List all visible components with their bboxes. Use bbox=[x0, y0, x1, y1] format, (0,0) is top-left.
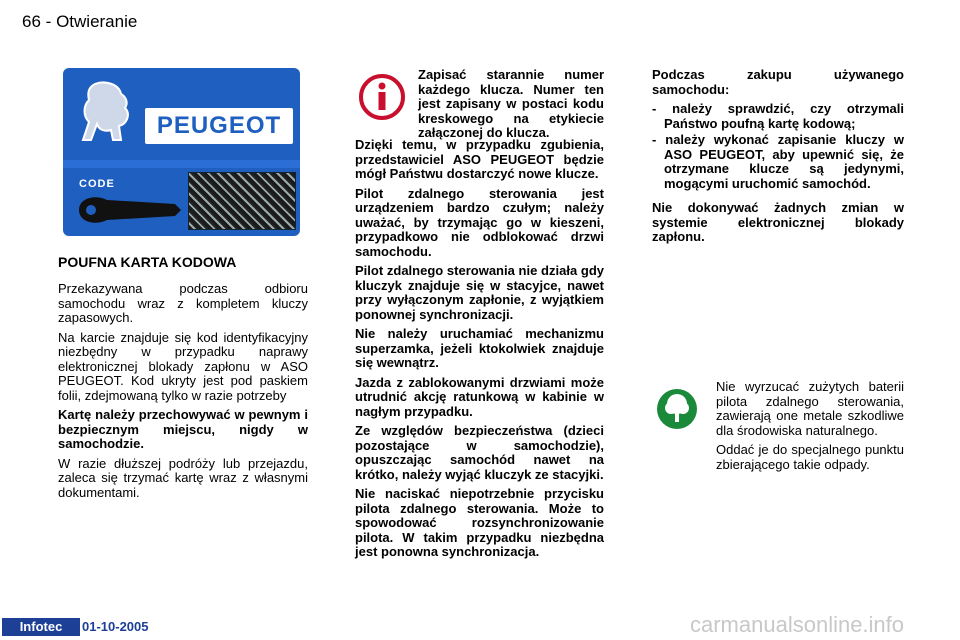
environment-note bbox=[716, 380, 904, 477]
info-icon bbox=[357, 72, 407, 122]
list-item: - należy wykonać zapisanie kluczy w ASO PEUGEOT, aby upewnić się, że otrzymane klucze są jedynymi, mogącymi uruchomić samochód. bbox=[652, 132, 904, 191]
page-header bbox=[22, 12, 137, 32]
page-number: 66 bbox=[22, 12, 41, 31]
footer-date: 01-10-2005 bbox=[82, 619, 149, 634]
section-title: Otwieranie bbox=[56, 12, 138, 31]
infotec-logo: Infotec bbox=[2, 618, 80, 636]
column-2 bbox=[355, 138, 604, 565]
paragraph: Dzięki temu, w przypadku zgubienia, przedstawiciel ASO PEUGEOT będzie mógł Państwu dostarczyć nowe klucze. bbox=[355, 137, 604, 181]
paragraph: Ze względów bezpieczeństwa (dzieci pozostające w samochodzie), opuszczając samochód nawet na krótko, należy wyjąć kluczyk ze stacyjki. bbox=[355, 423, 604, 482]
paragraph: Nie wyrzucać zużytych baterii pilota zdalnego sterowania, zawierają one metale szkodliwe dla środowiska naturalnego. bbox=[716, 379, 904, 438]
paragraph: W razie dłuższej podróży lub przejazdu, zaleca się trzymać kartę wraz z własnymi dokumentami. bbox=[58, 455, 308, 500]
card-code-label: CODE bbox=[79, 178, 115, 190]
environment-tree-icon bbox=[652, 384, 702, 434]
key-icon bbox=[75, 190, 185, 230]
list-item: - należy sprawdzić, czy otrzymali Państwo poufną kartę kodową; bbox=[652, 101, 904, 131]
paragraph: Podczas zakupu używanego samochodu: bbox=[652, 67, 904, 97]
paragraph: Przekazywana podczas odbioru samochodu wraz z kompletem kluczy zapasowych. bbox=[58, 281, 308, 325]
code-card-image bbox=[63, 68, 300, 236]
paragraph-bold: Kartę należy przechowywać w pewnym i bezpiecznym miejscu, nigdy w samochodzie. bbox=[58, 407, 308, 451]
column-3 bbox=[652, 68, 904, 250]
paragraph: Nie naciskać niepotrzebnie przycisku pilota zdalnego sterowania. Może to spowodować rozsynchronizowanie pilota. W takim przypadku niezbędna jest ponowna synchronizacja. bbox=[355, 486, 604, 559]
info-text: Zapisać starannie numer każdego klucza. Numer ten jest zapisany w postaci kodu kreskowego na etykiecie załączonej do klucza. bbox=[418, 67, 604, 140]
watermark: carmanualsonline.info bbox=[690, 612, 905, 637]
paragraph: Pilot zdalnego sterowania nie działa gdy kluczyk znajduje się w stacyjce, nawet przy wyłączonym zapłonie, z wyjątkiem ponownej synchronizacji. bbox=[355, 263, 604, 322]
paragraph: Nie dokonywać żadnych zmian w systemie elektronicznej blokady zapłonu. bbox=[652, 200, 904, 244]
section-heading: POUFNA KARTA KODOWA bbox=[58, 254, 237, 270]
checklist bbox=[652, 102, 904, 191]
card-brand: PEUGEOT bbox=[145, 108, 293, 144]
paragraph: Pilot zdalnego sterowania jest urządzeniem bardzo czułym; należy uważać, by trzymając go w kieszeni, przypadkowo nie odblokować drzwi samochodu. bbox=[355, 185, 604, 259]
paragraph: Na karcie znajduje się kod identyfikacyjny niezbędny w przypadku naprawy elektronicznej blokady zapłonu w ASO PEUGEOT. Kod ukryty jest pod paskiem folii, zdejmowaną tylko w razie potrzeby bbox=[58, 329, 308, 403]
info-note bbox=[418, 68, 604, 146]
header-separator: - bbox=[45, 12, 52, 31]
scratch-foil-panel bbox=[188, 172, 296, 230]
paragraph: Oddać je do specjalnego punktu zbierającego takie odpady. bbox=[716, 442, 904, 472]
column-1 bbox=[58, 282, 308, 505]
paragraph: Jazda z zablokowanymi drzwiami może utrudnić akcję ratunkową w kabinie w nagłym przypadku. bbox=[355, 374, 604, 419]
paragraph: Nie należy uruchamiać mechanizmu superzamka, jeżeli ktokolwiek znajduje się wewnątrz. bbox=[355, 326, 604, 370]
card-stripe bbox=[63, 160, 300, 168]
peugeot-lion-icon bbox=[75, 78, 137, 150]
